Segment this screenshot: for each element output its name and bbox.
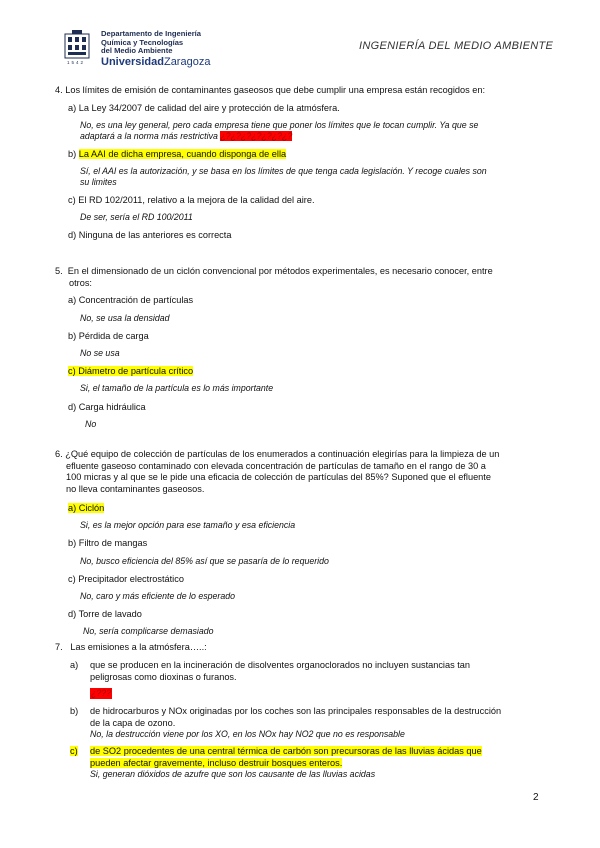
question-number: 5. bbox=[55, 266, 63, 276]
option-label: b) bbox=[68, 149, 77, 159]
option-text-line-1: de hidrocarburos y NOx originadas por los coches son las principales responsables de la destrucción bbox=[90, 706, 502, 716]
department-line-2: Química y Tecnologías bbox=[101, 37, 184, 47]
q5-a-answer: No, se usa la densidad bbox=[80, 313, 170, 323]
q4-a-answer-line-2 bbox=[80, 131, 292, 142]
q6-option-a bbox=[68, 503, 104, 513]
university-name bbox=[101, 56, 210, 68]
option-label: a) bbox=[68, 503, 77, 513]
question-text-line-2: efluente gaseoso contaminado con elevada concentración de partículas de tamaño en el rango de 30 a bbox=[66, 460, 486, 471]
q6-d-answer: No, sería complicarse demasiado bbox=[83, 626, 214, 636]
q6-c-answer: No, caro y más eficiente de lo esperado bbox=[80, 591, 236, 601]
q5-b-answer: No se usa bbox=[80, 348, 120, 358]
q7-c-answer: Si, generan dióxidos de azufre que son los causante de las lluvias acidas bbox=[90, 769, 376, 779]
question-text-line-1: En el dimensionado de un ciclón convencional por métodos experimentales, es necesario conocer, entre bbox=[67, 266, 493, 276]
question-number: 6. bbox=[55, 449, 63, 459]
option-label: c) bbox=[68, 366, 76, 376]
option-text: Precipitador electrostático bbox=[78, 574, 184, 584]
q4-option-a bbox=[68, 103, 340, 113]
option-label: d) bbox=[68, 609, 77, 619]
question-5-stem bbox=[55, 266, 545, 289]
option-highlighted bbox=[68, 366, 193, 376]
option-label: a) bbox=[68, 295, 77, 305]
header bbox=[0, 0, 600, 80]
page-number: 2 bbox=[533, 792, 539, 803]
university-name-bold: Universidad bbox=[101, 56, 164, 68]
question-6-stem bbox=[55, 449, 550, 495]
course-title: INGENIERÍA DEL MEDIO AMBIENTE bbox=[359, 40, 554, 52]
option-text: Concentración de partículas bbox=[78, 295, 194, 305]
option-text: Filtro de mangas bbox=[78, 538, 148, 548]
question-number: 4. bbox=[55, 85, 63, 95]
question-7-stem bbox=[55, 642, 207, 654]
option-label: c) bbox=[68, 574, 76, 584]
q4-a-answer-line-1: No, es una ley general, pero cada empresa tiene que poner los límites que le tocan cumplir. Ya que se bbox=[80, 120, 479, 130]
question-text-line-4: no lleva contaminantes gaseosos. bbox=[66, 483, 205, 494]
question-text-line-2: otros: bbox=[69, 277, 92, 288]
option-text: Torre de lavado bbox=[78, 609, 142, 619]
q7-option-c-label bbox=[70, 746, 78, 756]
q6-b-answer: No, busco eficiencia del 85% así que se pasaría de lo requerido bbox=[80, 556, 329, 566]
q5-option-b bbox=[68, 331, 149, 341]
option-text-line-1: que se producen en la incineración de disolventes organoclorados no incluyen sustancias tan bbox=[90, 660, 470, 670]
q7-b-answer: No, la destrucción viene por los XO, en los NOx hay NO2 que no es responsable bbox=[90, 729, 405, 739]
option-text-line-2: de la capa de ozono. bbox=[90, 717, 176, 728]
option-text: La Ley 34/2007 de calidad del aire y protección de la atmósfera. bbox=[78, 103, 340, 113]
question-text: Los límites de emisión de contaminantes gaseosos que debe cumplir una empresa están recogidos en: bbox=[65, 85, 486, 95]
q4-option-d bbox=[68, 230, 231, 240]
option-text-line-1: de SO2 procedentes de una central térmica de carbón son precursoras de las lluvias ácidas que bbox=[90, 746, 482, 756]
option-text-line-2: pueden afectar gravemente, incluso destruir bosques enteros. bbox=[90, 757, 343, 768]
option-highlighted bbox=[68, 503, 104, 513]
q5-option-d bbox=[68, 402, 146, 412]
q5-option-c bbox=[68, 366, 193, 376]
option-text: Diámetro de partícula crítico bbox=[78, 366, 194, 376]
q7-a-question-marks: ¿??? bbox=[91, 688, 112, 698]
option-label: d) bbox=[68, 402, 77, 412]
option-text: El RD 102/2011, relativo a la mejora de la calidad del aire. bbox=[78, 195, 315, 205]
answer-text: adaptará a la norma más restrictiva bbox=[80, 131, 218, 141]
option-text: Ninguna de las anteriores es correcta bbox=[78, 230, 232, 240]
option-label: a) bbox=[68, 103, 77, 113]
q7-option-b-text bbox=[90, 706, 501, 729]
q6-option-d bbox=[68, 609, 142, 619]
q5-d-answer: No bbox=[85, 419, 97, 429]
q4-b-answer-line-1: Sí, el AAI es la autorización, y se basa en los límites de que tenga cada legislación. Y recoge cuales son bbox=[80, 166, 487, 176]
option-label-highlighted: c) bbox=[70, 746, 78, 756]
q6-a-answer: Si, es la mejor opción para ese tamaño y esa eficiencia bbox=[80, 520, 296, 530]
question-marks-highlight: ¿?¿?¿?¿?¿?¿?¿? bbox=[220, 131, 293, 141]
logo-year: 1542 bbox=[67, 60, 86, 65]
q4-option-b bbox=[68, 149, 286, 159]
question-number: 7. bbox=[55, 642, 63, 652]
option-label: d) bbox=[68, 230, 77, 240]
question-text: Las emisiones a la atmósfera…..: bbox=[70, 642, 207, 652]
q5-option-a bbox=[68, 295, 193, 305]
question-text-line-3: 100 micras y al que se le pide una eficacia de colección de partículas del 85%? Suponed que el efluente bbox=[66, 472, 491, 482]
option-label: b) bbox=[68, 538, 77, 548]
q5-c-answer: Si, el tamaño de la partícula es lo más importante bbox=[80, 383, 274, 393]
option-label: c) bbox=[68, 195, 76, 205]
university-name-light: Zaragoza bbox=[163, 56, 211, 68]
q7-option-a-text bbox=[90, 660, 470, 683]
q4-c-answer: De ser, sería el RD 100/2011 bbox=[80, 212, 193, 222]
university-logo bbox=[61, 28, 93, 64]
question-4-stem bbox=[55, 85, 485, 97]
department-line-3: del Medio Ambiente bbox=[101, 46, 173, 55]
option-text: Pérdida de carga bbox=[78, 331, 149, 341]
option-text: Carga hidráulica bbox=[78, 402, 146, 412]
option-text-highlighted: La AAI de dicha empresa, cuando disponga de ella bbox=[78, 149, 287, 159]
q6-option-b bbox=[68, 538, 147, 548]
option-text-line-2: peligrosas como dioxinas o furanos. bbox=[90, 671, 237, 682]
q7-option-b-label: b) bbox=[70, 706, 79, 716]
q6-option-c bbox=[68, 574, 184, 584]
q7-option-a-label: a) bbox=[70, 660, 79, 670]
option-label: b) bbox=[68, 331, 77, 341]
q7-option-c-text bbox=[90, 746, 482, 769]
question-text-line-1: ¿Qué equipo de colección de partículas de los enumerados a continuación elegirías para la limpieza de un bbox=[65, 449, 500, 459]
option-text: Ciclón bbox=[78, 503, 105, 513]
department-line-1: Departamento de Ingeniería bbox=[101, 29, 202, 38]
q4-option-c bbox=[68, 195, 315, 205]
q4-b-answer-line-2: su limites bbox=[80, 177, 117, 187]
